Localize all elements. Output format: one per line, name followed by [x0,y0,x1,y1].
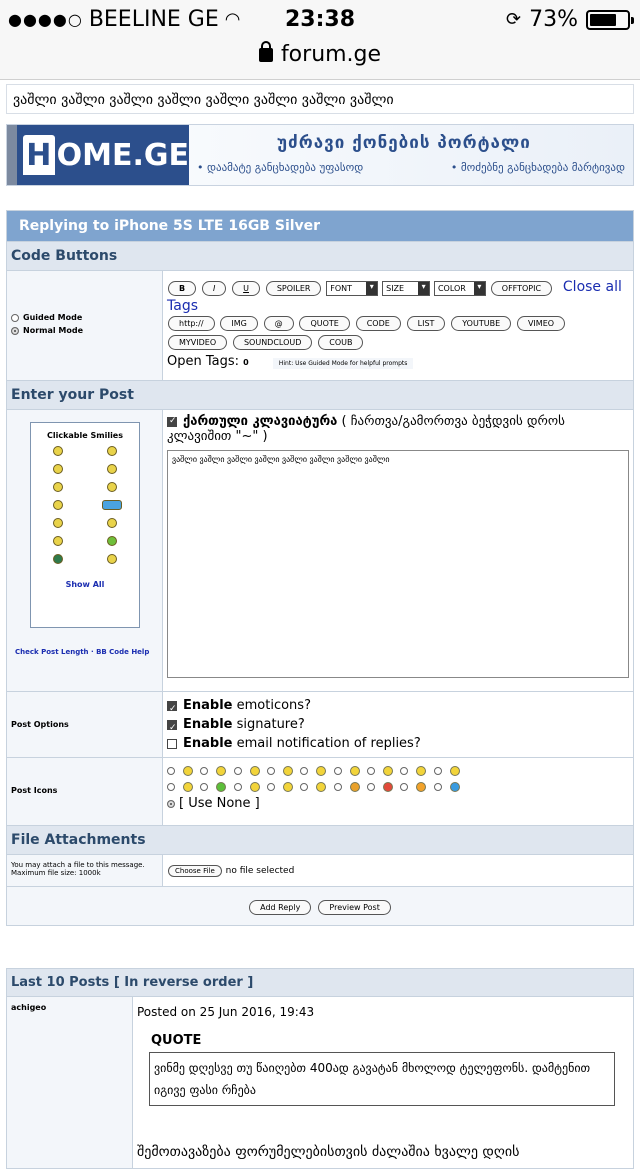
code-tag-button[interactable]: CODE [356,316,401,331]
post-icon-radio[interactable] [434,783,442,791]
no-file-text: no file selected [225,866,295,876]
smiley-icon[interactable] [53,500,63,510]
list-tag-button[interactable]: LIST [407,316,446,331]
quote-block: ვინმე დღესვე თუ წაიღებთ 400ად გავატან მხოლოდ ტელეფონს. დამტენით იგივე ფასი რჩება [149,1052,615,1106]
smiley-icon[interactable] [53,446,63,456]
code-buttons-heading: Code Buttons [7,241,633,270]
smiley-icon [316,766,326,776]
battery-percent: 73% [529,7,578,32]
post-icon-option[interactable] [334,766,367,776]
post-icon-radio[interactable] [267,783,275,791]
post-author[interactable]: achigeo [7,997,133,1168]
post-icon-option[interactable] [400,782,433,792]
quote-tag-button[interactable]: QUOTE [299,316,349,331]
spoiler-button[interactable]: SPOILER [266,281,322,296]
url-bar[interactable] [0,40,640,80]
bold-button[interactable]: B [168,281,196,296]
banner-title: უძრავი ქონების პორტალი [277,133,531,153]
font-select[interactable]: FONT ▾ [326,281,378,296]
post-icon-radio[interactable] [234,783,242,791]
banner-side [7,125,17,185]
smiley-icon [383,766,393,776]
open-tags-count: 0 [243,358,249,367]
close-all-tags-link[interactable]: Close all Tags [167,279,622,314]
home-ge-banner[interactable] [6,124,634,186]
smiley-icon [383,782,393,792]
coub-tag-button[interactable]: COUB [318,335,363,350]
enter-post-heading: Enter your Post [7,380,633,409]
smiley-icon[interactable] [53,464,63,474]
last-posts-heading: Last 10 Posts [ In reverse order ] [7,969,633,996]
smiley-icon[interactable] [107,464,117,474]
smiley-icon [250,782,260,792]
post-textarea[interactable]: ვაშლი ვაშლი ვაშლი ვაშლი ვაშლი ვაშლი ვაშლი ვაშლი [167,450,629,678]
max-size: Maximum file size: 1000k [11,869,101,877]
email-tag-button[interactable]: @ [264,316,294,331]
carrier-name: BEELINE GE [88,7,219,32]
guided-mode-radio[interactable] [11,314,19,322]
smiley-icon[interactable] [102,500,122,510]
post-item [7,996,633,1168]
smiley-icon[interactable] [107,482,117,492]
keyboard-hint: ( ჩართვა/გამორთვა ბეჭდვის დროს კლავიშით "~" ) [167,414,565,444]
open-tags-label: Open Tags: [167,354,240,369]
hint-text: Hint: Use Guided Mode for helpful prompts [273,358,414,369]
post-icon-option[interactable] [200,766,233,776]
offtopic-button[interactable]: OFFTOPIC [491,281,552,296]
smiley-icon[interactable] [53,536,63,546]
post-icon-radio[interactable] [267,767,275,775]
lock-icon [259,48,273,62]
show-all-smilies-link[interactable]: Show All [65,580,105,589]
smiley-icon [283,782,293,792]
smilies-panel [30,422,140,628]
smiley-icon [450,782,460,792]
post-icon-radio[interactable] [334,783,342,791]
add-reply-button[interactable]: Add Reply [249,900,311,915]
keyboard-label: ქართული კლავიატურა [183,414,338,429]
attach-info: You may attach a file to this message. [11,861,145,869]
post-icon-radio[interactable] [300,783,308,791]
post-icon-option[interactable] [200,782,233,792]
post-icon-radio[interactable] [167,767,175,775]
smiley-icon [250,766,260,776]
smiley-icon [183,782,193,792]
house-icon: H [23,135,55,175]
preview-post-button[interactable]: Preview Post [318,900,390,915]
post-options-label: Post Options [7,692,163,757]
smiley-icon [183,766,193,776]
smiley-icon [416,782,426,792]
post-icon-radio[interactable] [367,767,375,775]
smiley-icon[interactable] [107,536,117,546]
smiley-icon[interactable] [53,482,63,492]
post-icon-option[interactable] [267,766,300,776]
smiley-icon [350,766,360,776]
img-tag-button[interactable]: IMG [220,316,257,331]
post-icon-option[interactable] [234,766,267,776]
smiley-icon [450,766,460,776]
signal-icon: ●●●●○ [8,10,83,29]
wifi-icon: ◠ [224,9,241,30]
smiley-icon [316,782,326,792]
post-icon-option[interactable] [434,766,467,776]
smiley-icon [416,766,426,776]
post-icons-label: Post Icons [7,758,163,825]
smiley-icon[interactable] [107,554,117,564]
post-icon-radio[interactable] [167,783,175,791]
post-icon-option[interactable] [267,782,300,792]
banner-link-search[interactable]: • მოძებნე განცხადება მარტივად [450,161,625,174]
smiley-icon[interactable] [53,554,63,564]
post-icon-radio[interactable] [367,783,375,791]
post-icon-option[interactable] [300,782,333,792]
vimeo-tag-button[interactable]: VIMEO [517,316,565,331]
choose-file-button[interactable]: Choose File [168,865,222,877]
size-select[interactable]: SIZE ▾ [382,281,430,296]
form-title: Replying to iPhone 5S LTE 16GB Silver [7,211,633,241]
post-date: Posted on 25 Jun 2016, 19:43 [137,1005,315,1019]
status-bar [0,0,640,40]
post-icons-grid [167,766,467,792]
smiley-icon[interactable] [107,446,117,456]
soundcloud-tag-button[interactable]: SOUNDCLOUD [233,335,312,350]
post-icon-radio[interactable] [400,767,408,775]
reply-form: Replying to iPhone 5S LTE 16GB Silver Code Buttons Guided Mode Normal Mode B I U SPOILER FONT ▾ SIZE ▾ COLOR ▾ OFFTOPIC Close all Tags http:// IMG @ QUOTE CODE LIST YOUTUBE VIMEO MYVIDEO SOUNDCLOUD COUB Open Tags: 0 Hint: Use Guided Mode for helpful prompts Enter your Post Clickable Smilies Show All Check Post Length · BB Code Help ✓ქართული კლავიატურა ( ჩართვა/გამორთვა ბეჭდვის დროს კლავიშით "~" ) ვაშლი ვაშლი ვაშლი ვაშლი ვაშლი ვაშლი ვაშლი ვაშლი Post Options ✓Enable emoticons? ✓Enable signature? Enable email notification of replies? Post Icons [ Use None ] File Attachments You may attach a file to this message. Maximum file size: 1000k Choose File no file selected Add Reply Preview Post [6,210,634,926]
color-select[interactable]: COLOR ▾ [434,281,486,296]
post-icon-option[interactable] [234,782,267,792]
italic-button[interactable]: I [202,281,226,296]
battery-icon [586,10,630,30]
use-none-radio[interactable] [167,800,175,808]
post-icon-radio[interactable] [300,767,308,775]
smiley-icon [216,766,226,776]
smiley-icon [216,782,226,792]
smiley-icon[interactable] [53,518,63,528]
georgian-keyboard-checkbox[interactable] [167,417,177,427]
emoticons-checkbox[interactable] [167,701,177,711]
battery-fill [590,14,616,26]
post-icon-radio[interactable] [200,767,208,775]
post-icon-option[interactable] [300,766,333,776]
post-icon-radio[interactable] [400,783,408,791]
smilies-title: Clickable Smilies [46,431,123,440]
normal-mode-radio[interactable] [11,327,19,335]
post-icon-option[interactable] [334,782,367,792]
youtube-tag-button[interactable]: YOUTUBE [451,316,511,331]
underline-button[interactable]: U [232,281,260,296]
post-icon-option[interactable] [400,766,433,776]
post-icon-radio[interactable] [234,767,242,775]
smiley-icon [350,782,360,792]
smiley-icon [283,766,293,776]
banner-link-add[interactable]: • დაამატე განცხადება უფასოდ [197,161,364,174]
top-text-box: ვაშლი ვაშლი ვაშლი ვაშლი ვაშლი ვაშლი ვაშლი ვაშლი [6,84,634,114]
post-icon-option[interactable] [367,766,400,776]
post-icon-option[interactable] [167,782,200,792]
banner-logo: H OME.GE [17,125,189,185]
use-none-label: [ Use None ] [179,796,260,811]
myvideo-tag-button[interactable]: MYVIDEO [168,335,227,350]
post-icon-option[interactable] [434,782,467,792]
file-attachments-heading: File Attachments [7,825,633,854]
rotation-lock-icon: ⟳ [506,9,522,30]
smiley-icon[interactable] [107,518,117,528]
signature-checkbox[interactable] [167,720,177,730]
post-icon-radio[interactable] [334,767,342,775]
last-posts-section [6,968,634,1169]
post-icon-radio[interactable] [200,783,208,791]
url-tag-button[interactable]: http:// [168,316,215,331]
check-post-length-link[interactable]: Check Post Length · BB Code Help [15,648,150,656]
url-text: forum.ge [280,42,382,67]
clock: 23:38 [284,7,356,32]
post-text: შემოთავაზება ფორუმელებისთვის ძალაშია ხვალე დღის [137,1144,520,1160]
email-notification-checkbox[interactable] [167,739,177,749]
quote-label: QUOTE [151,1033,202,1048]
post-icon-option[interactable] [367,782,400,792]
post-icon-radio[interactable] [434,767,442,775]
post-icon-option[interactable] [167,766,200,776]
